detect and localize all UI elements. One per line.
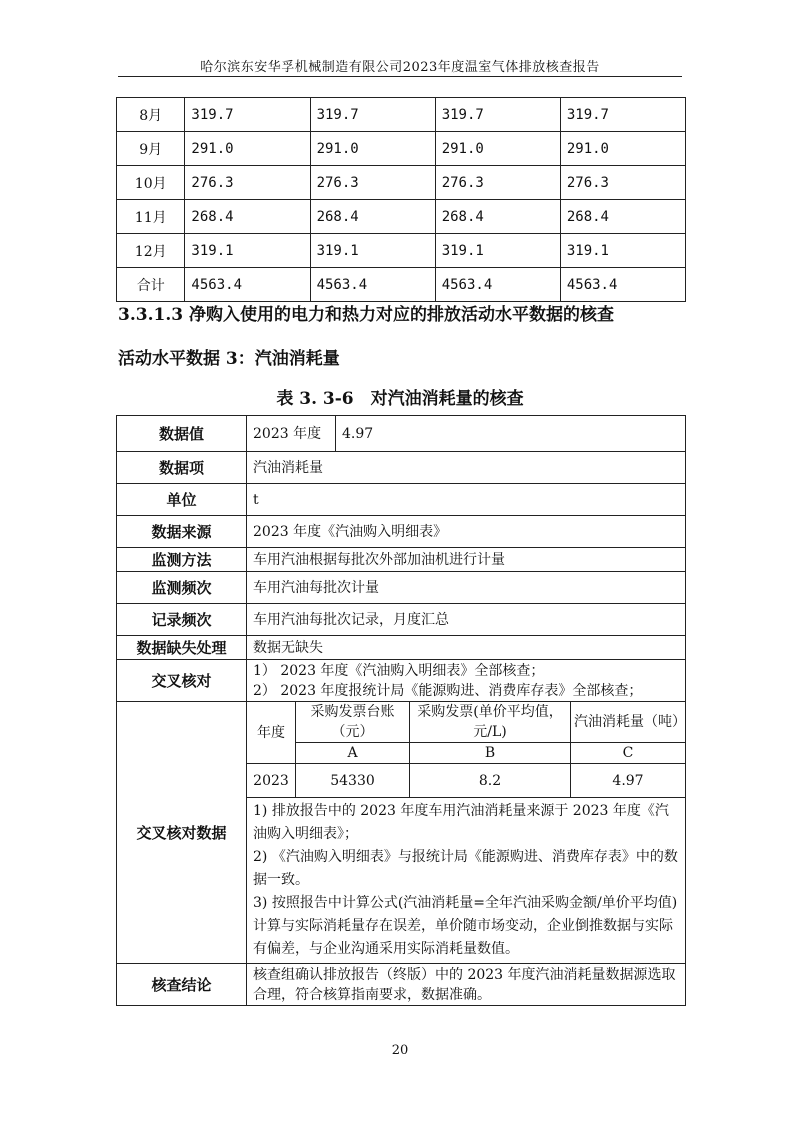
monthly-table [116,97,686,302]
note-3: 3) 按照报告中计算公式(汽油消耗量=全年汽油采购金额/单价平均值)计算与实际消耗量存在误差，单价随市场变动，企业倒推数据与实际有偏差，与企业沟通采用实际消耗量数值。 [253,895,678,957]
col-b-symbol: B [410,743,571,764]
value-cell: 268.4 [435,200,560,234]
table-row [247,764,685,798]
table-row [117,452,686,484]
month-cell: 9月 [117,132,185,166]
table-row [117,702,686,964]
note-2: 2) 《汽油购入明细表》与报统计局《能源购进、消费库存表》中的数据一致。 [253,849,678,888]
data-method: 车用汽油根据每批次外部加油机进行计量 [247,548,686,572]
section-heading: 3.3.1.3 净购入使用的电力和热力对应的排放活动水平数据的核查 [118,305,614,325]
col-b-header: 采购发票(单价平均值，元/L) [410,702,571,743]
year-header: 年度 [247,702,296,764]
col-c-value: 4.97 [571,764,686,798]
month-cell: 合计 [117,268,185,302]
value-cell: 319.7 [310,98,435,132]
col-a-symbol: A [296,743,410,764]
col-a-value: 54330 [296,764,410,798]
row-label: 交叉核对数据 [117,702,247,964]
table-row [117,234,686,268]
table-row [117,572,686,604]
value-cell: 276.3 [185,166,310,200]
row-label: 数据项 [117,452,247,484]
value-cell: 4563.4 [310,268,435,302]
cross-check-1: 1） 2023 年度《汽油购入明细表》全部核查； [253,662,545,679]
value-cell: 276.3 [435,166,560,200]
value-cell: 291.0 [560,132,685,166]
value-cell: 291.0 [435,132,560,166]
value-cell: 276.3 [310,166,435,200]
month-cell: 11月 [117,200,185,234]
table-row [247,702,685,743]
month-cell: 12月 [117,234,185,268]
table-row [117,516,686,548]
col-a-header: 采购发票台账（元） [296,702,410,743]
row-label: 数据缺失处理 [117,636,247,660]
row-label: 交叉核对 [117,660,247,702]
page-header: 哈尔滨东安华孚机械制造有限公司2023年度温室气体排放核查报告 [200,60,600,75]
data-source: 2023 年度《汽油购入明细表》 [247,516,686,548]
note-1: 1) 排放报告中的 2023 年度车用汽油消耗量来源于 2023 年度《汽油购入明细表》； [253,803,669,842]
row-label: 单位 [117,484,247,516]
year-cell: 2023 [247,764,296,798]
cross-check-2: 2） 2023 年度报统计局《能源购进、消费库存表》全部核查； [253,682,643,699]
value-cell: 268.4 [185,200,310,234]
conclusion-text: 核查组确认排放报告（终版）中的 2023 年度汽油消耗量数据源选取合理，符合核算指南要求，数据准确。 [247,964,686,1006]
col-c-header: 汽油消耗量（吨） [571,702,686,743]
value-cell: 276.3 [560,166,685,200]
value-year: 2023 年度 [247,416,336,452]
data-unit: t [247,484,686,516]
row-label: 监测方法 [117,548,247,572]
cross-check-items [247,660,686,702]
table-row [117,636,686,660]
table-caption: 表 3. 3-6 对汽油消耗量的核查 [276,389,524,409]
table-row [117,200,686,234]
subsection-heading: 活动水平数据 3：汽油消耗量 [118,349,340,369]
table-row [247,798,685,964]
value-cell: 4563.4 [185,268,310,302]
data-frequency: 车用汽油每批次计量 [247,572,686,604]
table-row [247,743,685,764]
header-rule [118,76,682,77]
value-cell: 291.0 [185,132,310,166]
value-cell: 268.4 [560,200,685,234]
month-cell: 10月 [117,166,185,200]
table-row [117,416,686,452]
value-cell: 4563.4 [560,268,685,302]
table-row-total [117,268,686,302]
data-value: 4.97 [336,416,686,452]
value-cell: 319.7 [560,98,685,132]
table-row [117,604,686,636]
value-cell: 291.0 [310,132,435,166]
page-number: 20 [391,1043,409,1058]
value-cell: 319.1 [310,234,435,268]
table-row [117,132,686,166]
value-cell: 319.1 [435,234,560,268]
value-cell: 4563.4 [435,268,560,302]
table-row [117,166,686,200]
cross-check-data [247,702,686,964]
table-row [117,660,686,702]
value-cell: 319.1 [185,234,310,268]
data-item: 汽油消耗量 [247,452,686,484]
table-row [117,548,686,572]
row-label: 核查结论 [117,964,247,1006]
table-row [117,484,686,516]
col-c-symbol: C [571,743,686,764]
verification-table [116,415,686,1006]
table-row [117,98,686,132]
data-missing: 数据无缺失 [247,636,686,660]
row-label: 记录频次 [117,604,247,636]
cross-check-data-table [247,702,685,963]
row-label: 监测频次 [117,572,247,604]
data-record: 车用汽油每批次记录，月度汇总 [247,604,686,636]
value-cell: 268.4 [310,200,435,234]
table-row [117,964,686,1006]
value-cell: 319.7 [185,98,310,132]
value-cell: 319.1 [560,234,685,268]
row-label: 数据来源 [117,516,247,548]
row-label: 数据值 [117,416,247,452]
col-b-value: 8.2 [410,764,571,798]
month-cell: 8月 [117,98,185,132]
value-cell: 319.7 [435,98,560,132]
notes-cell [247,798,685,964]
